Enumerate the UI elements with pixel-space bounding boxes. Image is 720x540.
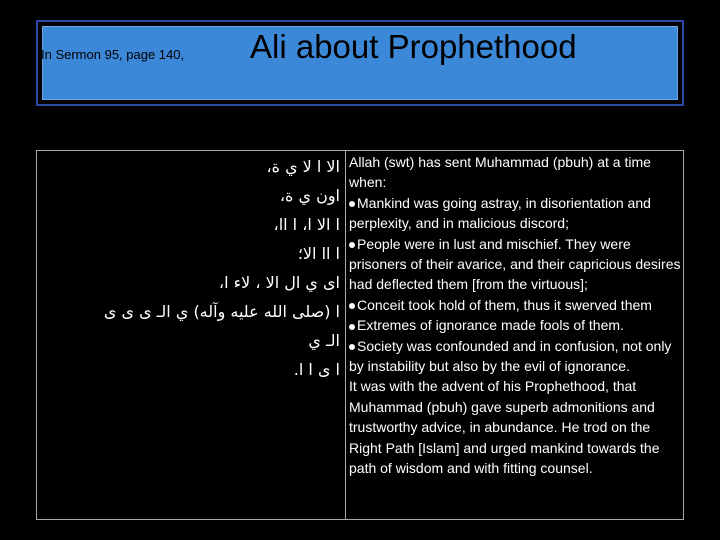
bullet-text: Society was confounded and in confusion, not only by instability but also by the evil of ignorance. [349, 337, 672, 375]
bullet-icon [349, 303, 355, 309]
arabic-text-column [40, 152, 340, 384]
slide-title: Ali about Prophethood [250, 28, 577, 65]
arabic-line: الا ا لا ي ة، [266, 157, 340, 176]
arabic-line: ا (صلى الله عليه وآله) ي الـ ى ى ى [103, 302, 340, 321]
bullet-text: Conceit took hold of them, thus it swerved them [357, 296, 652, 313]
bullet-icon [349, 324, 355, 330]
bullet-item [349, 193, 681, 234]
intro-text: Allah (swt) has sent Muhammad (pbuh) at a time when: [349, 154, 651, 191]
conclusion-text: It was with the advent of his Prophethood, that Muhammad (pbuh) gave superb admonitions and trustworthy advice, in abundance. He trod on the Right Path [Islam] and urged mankind towards the path of wisdom and with fitting counsel. [349, 378, 660, 477]
arabic-line: اى ي ال الا ، لاء ا، [218, 273, 340, 292]
bullet-item [349, 295, 681, 315]
bullet-item [349, 315, 681, 335]
bullet-item [349, 234, 681, 295]
arabic-line: ا اا الا؛ [297, 244, 340, 263]
bullet-text: People were in lust and mischief. They were prisoners of their avarice, and their capricious desires had deflected them [from the virtuous]; [349, 235, 681, 293]
title-reference: In Sermon 95, page 140, [41, 47, 185, 62]
bullet-icon [349, 201, 355, 207]
bullet-text: Extremes of ignorance made fools of them. [357, 317, 624, 334]
arabic-line: اون ي ة، [279, 186, 340, 205]
bullet-text: Mankind was going astray, in disorientation and perplexity, and in malicious discord; [349, 194, 651, 232]
arabic-line: ا الا ا، ا اا، [273, 215, 340, 234]
arabic-line: الـ ي [308, 331, 340, 350]
bullet-item [349, 336, 681, 377]
bullet-icon [349, 242, 355, 248]
bullet-icon [349, 344, 355, 350]
arabic-line: ا ى ا ا. [293, 360, 340, 379]
english-text-column [349, 152, 681, 479]
column-divider [345, 150, 346, 520]
